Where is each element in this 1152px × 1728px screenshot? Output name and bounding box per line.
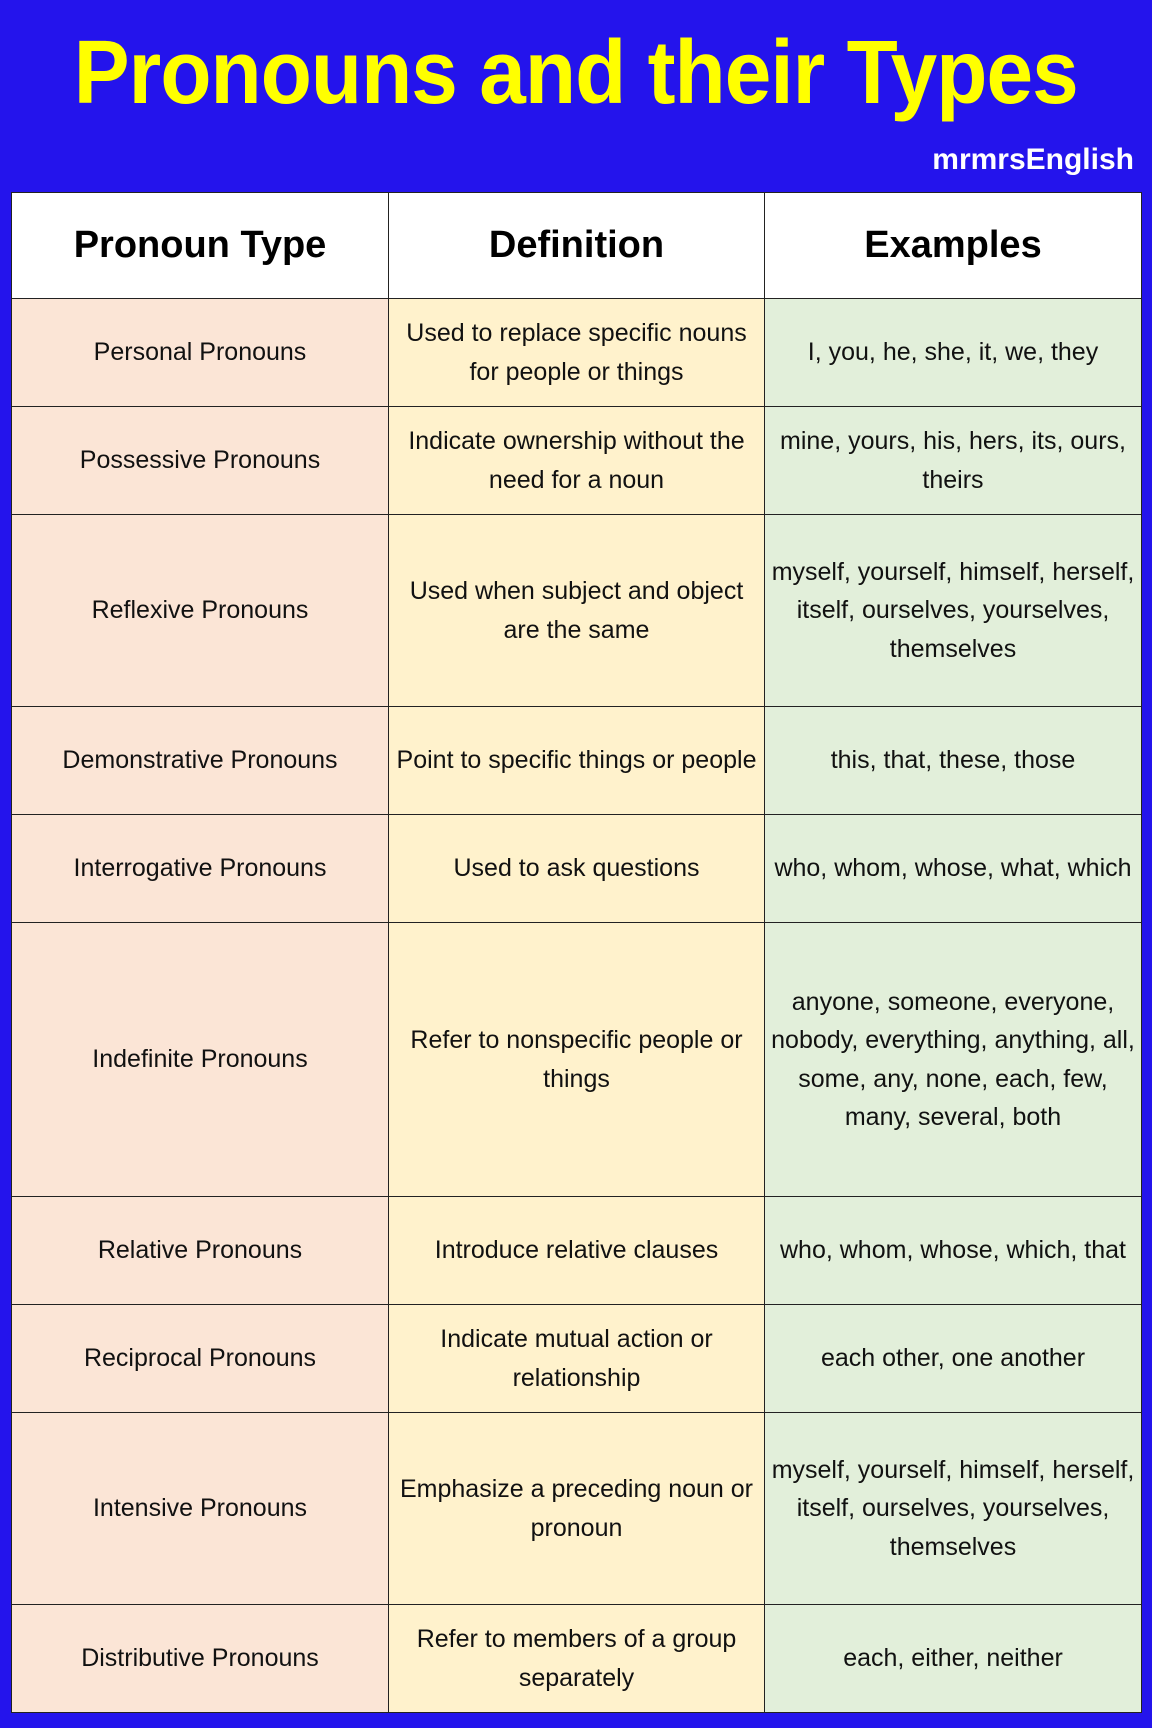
definition-cell: Used when subject and object are the same [389, 515, 765, 707]
table-row [12, 1305, 1142, 1413]
pronoun-type-cell: Possessive Pronouns [12, 407, 389, 515]
examples-cell: myself, yourself, himself, herself, itself, ourselves, yourselves, themselves [765, 515, 1142, 707]
pronoun-type-cell: Indefinite Pronouns [12, 923, 389, 1197]
column-header-definition: Definition [389, 193, 765, 299]
examples-cell: who, whom, whose, which, that [765, 1197, 1142, 1305]
pronoun-type-cell: Relative Pronouns [12, 1197, 389, 1305]
definition-cell: Indicate ownership without the need for a noun [389, 407, 765, 515]
definition-cell: Used to replace specific nouns for people or things [389, 299, 765, 407]
examples-cell: each other, one another [765, 1305, 1142, 1413]
examples-cell: who, whom, whose, what, which [765, 815, 1142, 923]
table-row [12, 923, 1142, 1197]
examples-cell: this, that, these, those [765, 707, 1142, 815]
examples-cell: each, either, neither [765, 1605, 1142, 1713]
definition-cell: Refer to nonspecific people or things [389, 923, 765, 1197]
definition-cell: Point to specific things or people [389, 707, 765, 815]
definition-cell: Used to ask questions [389, 815, 765, 923]
pronoun-type-cell: Distributive Pronouns [12, 1605, 389, 1713]
pronoun-type-cell: Reciprocal Pronouns [12, 1305, 389, 1413]
pronoun-type-cell: Reflexive Pronouns [12, 515, 389, 707]
definition-cell: Indicate mutual action or relationship [389, 1305, 765, 1413]
examples-cell: anyone, someone, everyone, nobody, everything, anything, all, some, any, none, each, few, many, several, both [765, 923, 1142, 1197]
page-title [0, 18, 1152, 128]
table-row [12, 1605, 1142, 1713]
pronoun-type-cell: Demonstrative Pronouns [12, 707, 389, 815]
pronoun-type-cell: Intensive Pronouns [12, 1413, 389, 1605]
table-row [12, 1413, 1142, 1605]
pronoun-type-cell: Interrogative Pronouns [12, 815, 389, 923]
column-header-examples: Examples [765, 193, 1142, 299]
table-row [12, 815, 1142, 923]
definition-cell: Introduce relative clauses [389, 1197, 765, 1305]
page-title-text: Pronouns and their Types [74, 23, 1078, 123]
column-header-pronoun-type: Pronoun Type [12, 193, 389, 299]
examples-cell: I, you, he, she, it, we, they [765, 299, 1142, 407]
definition-cell: Refer to members of a group separately [389, 1605, 765, 1713]
examples-cell: myself, yourself, himself, herself, itself, ourselves, yourselves, themselves [765, 1413, 1142, 1605]
table-row [12, 407, 1142, 515]
table-header-row [12, 193, 1142, 299]
definition-cell: Emphasize a preceding noun or pronoun [389, 1413, 765, 1605]
table-row [12, 299, 1142, 407]
table-row [12, 707, 1142, 815]
brand-watermark: mrmrsEnglish [932, 143, 1134, 176]
pronoun-type-cell: Personal Pronouns [12, 299, 389, 407]
table-row [12, 1197, 1142, 1305]
table-row [12, 515, 1142, 707]
pronoun-types-table [11, 192, 1142, 1713]
examples-cell: mine, yours, his, hers, its, ours, theirs [765, 407, 1142, 515]
